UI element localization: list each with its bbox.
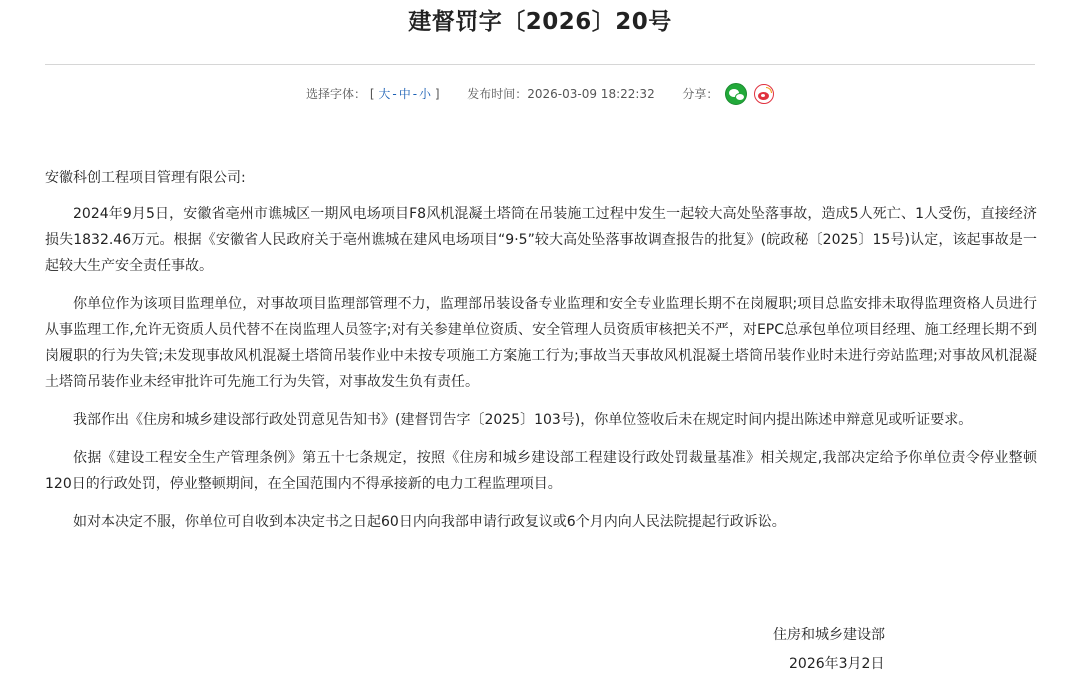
addressee: 安徽科创工程项目管理有限公司: xyxy=(45,170,246,186)
font-size-small-link[interactable]: 小 xyxy=(419,86,432,101)
body-paragraph: 如对本决定不服，你单位可自收到本决定书之日起60日内向我部申请行政复议或6个月内向人民法院提起行政诉讼。 xyxy=(73,514,786,530)
font-size-bracket-close: ] xyxy=(434,86,440,101)
font-size-label: 选择字体： xyxy=(305,86,366,101)
wechat-icon[interactable] xyxy=(725,83,747,105)
publish-time-value: 2026-03-09 18:22:32 xyxy=(527,86,655,101)
weibo-icon[interactable] xyxy=(754,84,774,104)
font-size-medium-link[interactable]: 中 xyxy=(398,86,411,101)
font-size-bracket-open: [ xyxy=(369,86,375,101)
issue-date: 2026年3月2日 xyxy=(789,656,885,672)
document-body xyxy=(45,165,1037,547)
page-title: 建督罚字〔2026〕20号 xyxy=(408,9,672,35)
share-bar xyxy=(682,81,774,107)
publish-time-label: 发布时间： xyxy=(467,86,528,101)
body-paragraph: 你单位作为该项目监理单位，对事故项目监理部管理不力，监理部吊装设备专业监理和安全专业监理长期不在岗履职;项目总监安排未取得监理资格人员进行从事监理工作,允许无资质人员代替不在岗监理人员签字;对有关参建单位资质、安全管理人员资质审核把关不严，对EPC总承包单位项目经理、施工经理长期不到岗履职的行为失管;未发现事故风机混凝土塔筒吊装作业中未按专项施工方案施工行为;事故当天事故风机混凝土塔筒吊装作业时未进行旁站监理;对事故风机混凝土塔筒吊装作业未经审批许可先施工行为失管，对事故发生负有责任。 xyxy=(45,296,1037,390)
publish-time xyxy=(467,81,654,107)
issuing-organization: 住房和城乡建设部 xyxy=(773,627,885,643)
font-size-selector xyxy=(306,81,440,107)
share-label: 分享： xyxy=(682,86,719,101)
font-size-large-link[interactable]: 大 xyxy=(378,86,391,101)
body-paragraph: 依据《建设工程安全生产管理条例》第五十七条规定，按照《住房和城乡建设部工程建设行政处罚裁量基准》相关规定,我部决定给予你单位责令停业整顿120日的行政处罚，停业整顿期间，在全国范围内不得承接新的电力工程监理项目。 xyxy=(45,450,1037,492)
font-size-separator: - xyxy=(392,86,397,101)
body-paragraph: 我部作出《住房和城乡建设部行政处罚意见告知书》(建督罚告字〔2025〕103号)，你单位签收后未在规定时间内提出陈述申辩意见或听证要求。 xyxy=(73,412,973,428)
body-paragraph: 2024年9月5日，安徽省亳州市谯城区一期风电场项目F8风机混凝土塔筒在吊装施工过程中发生一起较大高处坠落事故，造成5人死亡、1人受伤，直接经济损失1832.46万元。根据《安徽省人民政府关于亳州谯城在建风电场项目“9·5”较大高处坠落事故调查报告的批复》(皖政秘〔2025〕15号)认定，该起事故是一起较大生产安全责任事故。 xyxy=(45,206,1037,274)
meta-bar xyxy=(0,80,1080,106)
title-divider xyxy=(45,64,1035,65)
font-size-separator: - xyxy=(412,86,418,101)
